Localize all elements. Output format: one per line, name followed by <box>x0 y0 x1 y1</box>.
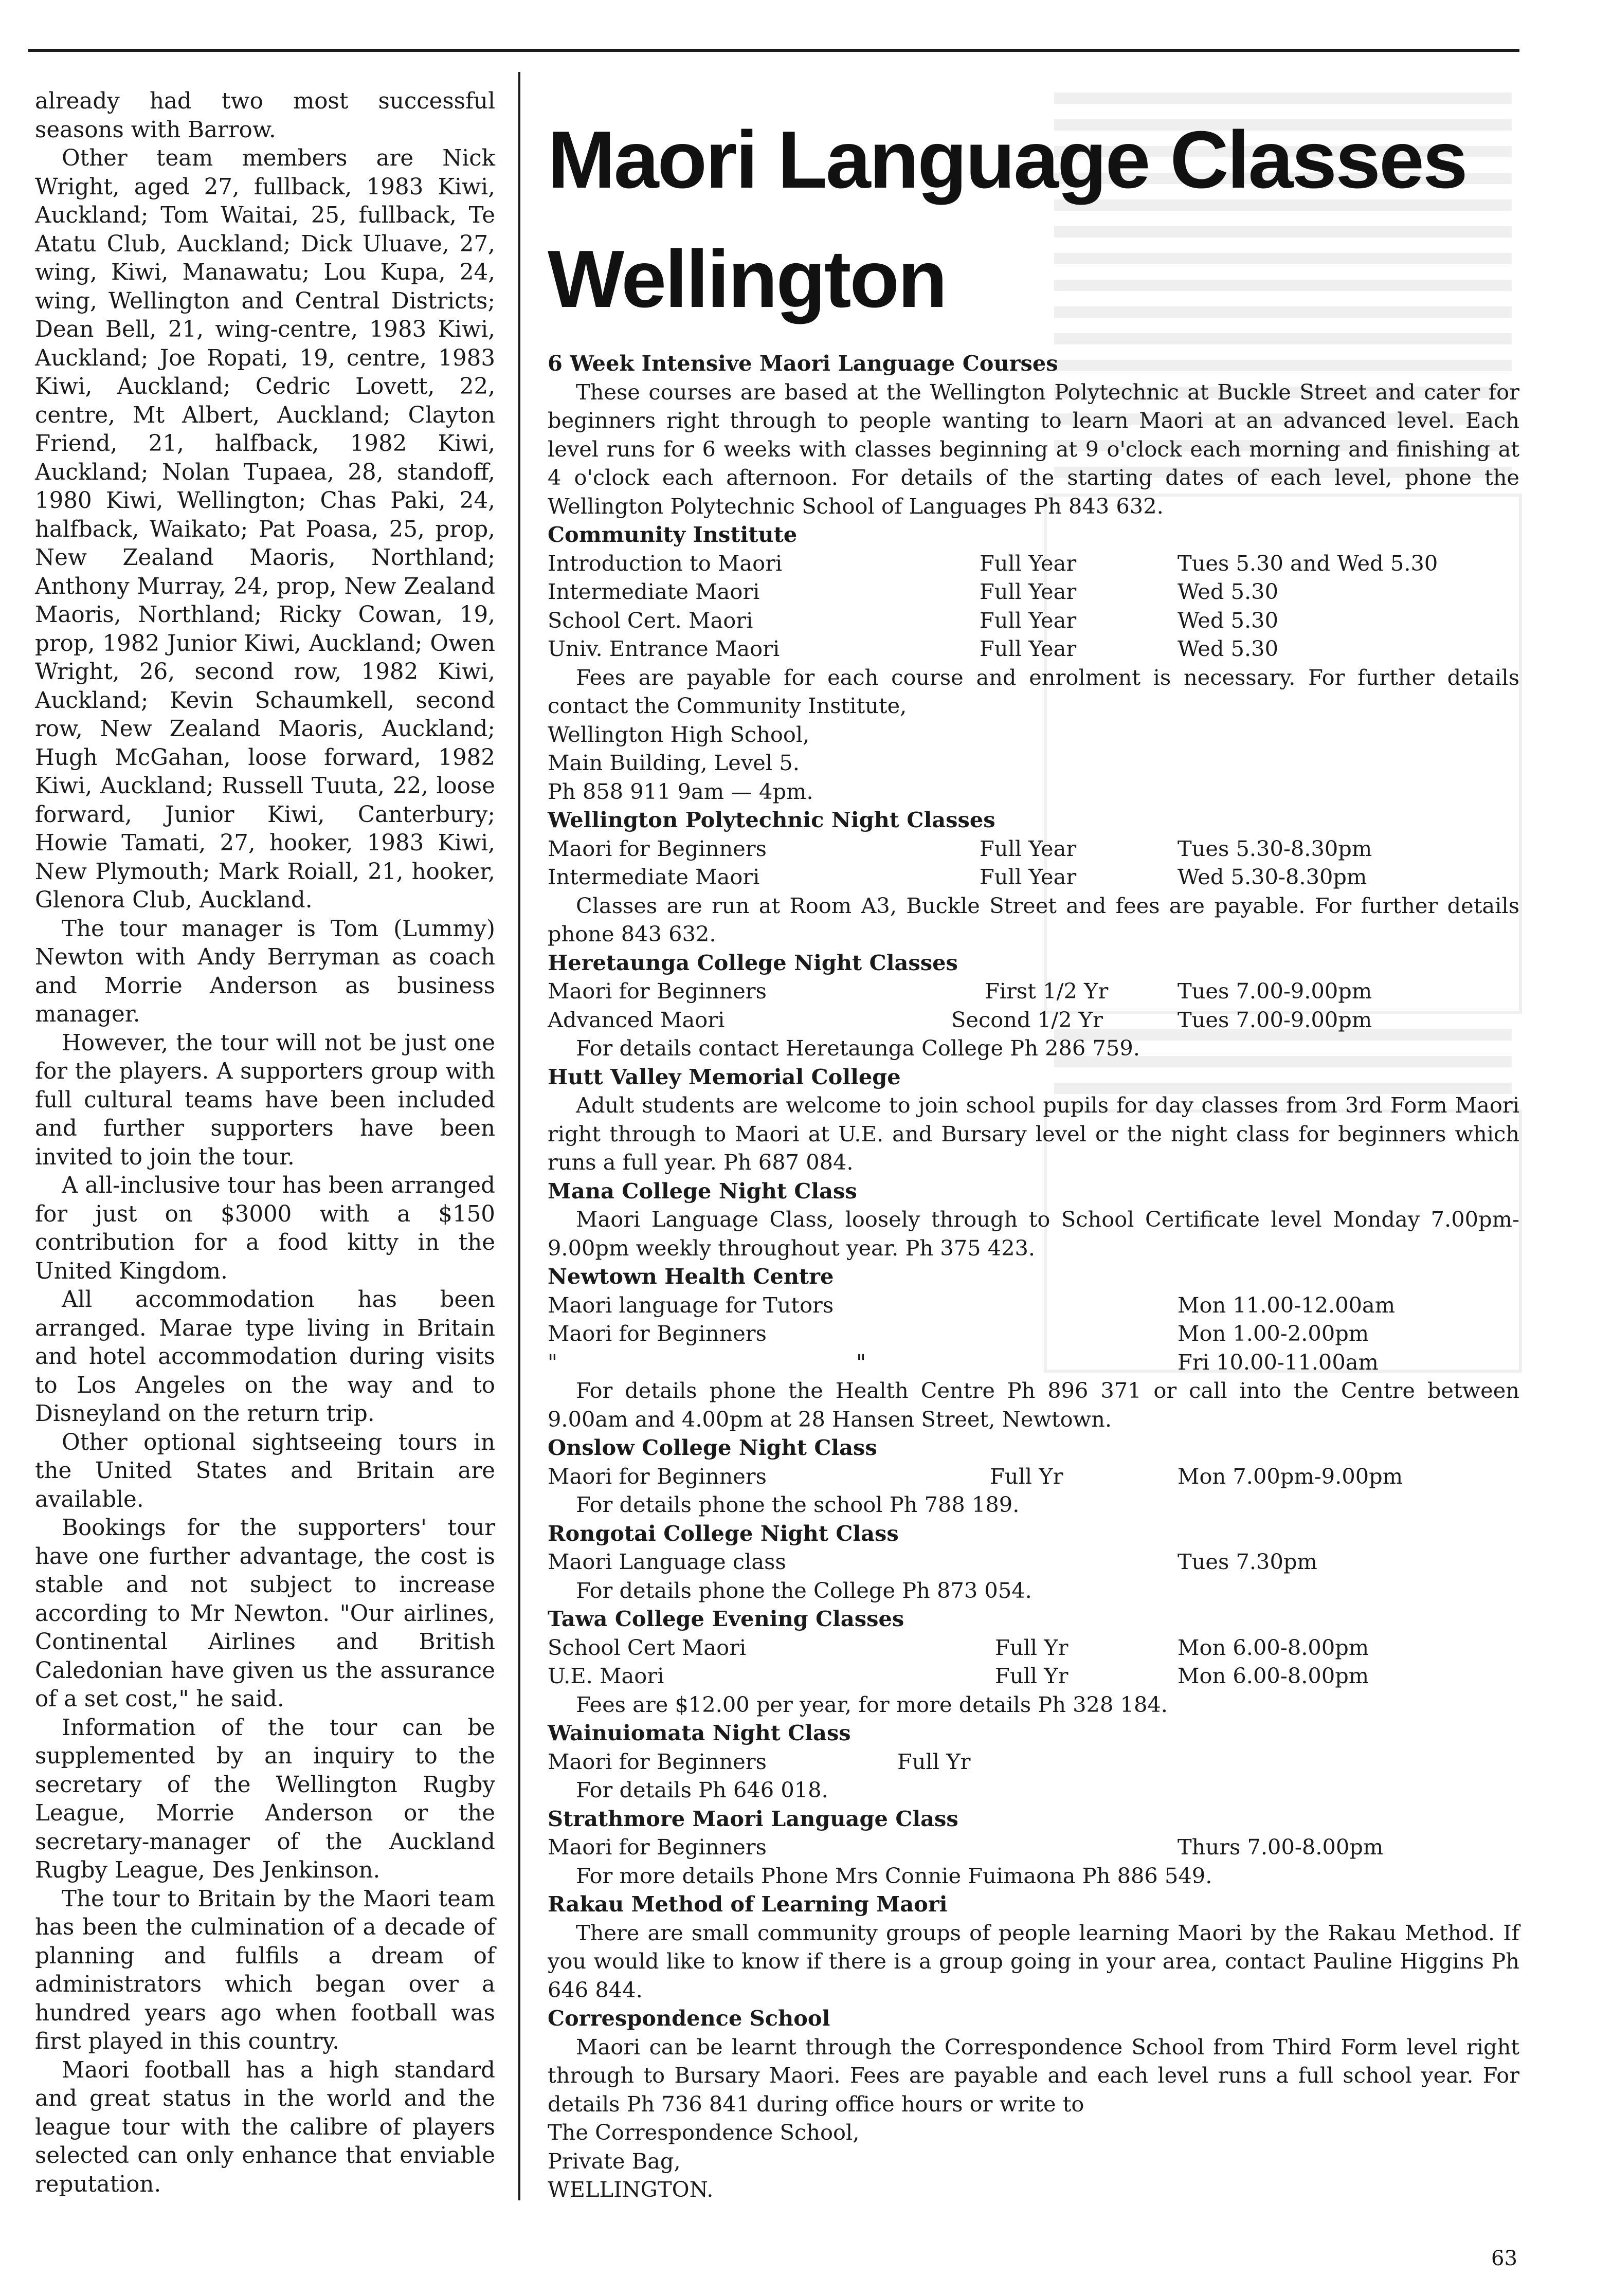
page-number: 63 <box>1491 2247 1517 2270</box>
course-row <box>548 606 1519 635</box>
address-line: Wellington High School, <box>548 721 810 747</box>
paragraph: However, the tour will not be just one for the players. A supporters group with full cultural teams have been included and further supporters have been invited to join the tour. <box>35 1030 495 1170</box>
paragraph: Other optional sightseeing tours in the United States and Britain are available. <box>35 1429 495 1513</box>
course-name: Maori for Beginners <box>548 1748 767 1774</box>
section-text: Maori Language Class, loosely through to School Certificate level Monday 7.00pm-9.00pm weekly throughout year. Ph 375 423. <box>548 1207 1519 1261</box>
course-name: Maori Language class <box>548 1549 786 1574</box>
course-duration: Full Year <box>980 636 1077 661</box>
course-name: Maori for Beginners <box>548 978 767 1004</box>
course-name: Maori for Beginners <box>548 1834 767 1860</box>
paragraph: Bookings for the supporters' tour have one further advantage, the cost is stable and not subject to increase according to Mr Newton. "Our airlines, Continental Airlines and British Caledonian have given us the assurance of a set cost," he said. <box>35 1515 495 1712</box>
course-time: Wed 5.30-8.30pm <box>1178 864 1367 889</box>
course-row <box>548 1547 1519 1576</box>
course-row <box>548 1633 1519 1662</box>
paragraph: Other team members are Nick Wright, aged 27, fullback, 1983 Kiwi, Auckland; Tom Waitai, 25, fullback, Te Atatu Club, Auckland; Dick Uluave, 27, wing, Kiwi, Manawatu; Lou Kupa, 24, wing, Wellington and Central Districts; Dean Bell, 21, wing-centre, 1983 Kiwi, Auckland; Joe Ropati, 19, centre, 1983 Kiwi, Auckland; Cedric Lovett, 22, centre, Mt Albert, Auckland; Clayton Friend, 21, halfback, 1982 Kiwi, Auckland; Nolan Tupaea, 28, standoff, 1980 Kiwi, Wellington; Chas Paki, 24, halfback, Waikato; Pat Poasa, 25, prop, New Zealand Maoris, Northland; Anthony Murray, 24, prop, New Zealand Maoris, Northland; Ricky Cowan, 19, prop, 1982 Junior Kiwi, Auckland; Owen Wright, 26, second row, 1982 Kiwi, Auckland; Kevin Schaumkell, second row, New Zealand Maoris, Auckland; Hugh McGahan, loose forward, 1982 Kiwi, Auckland; Russell Tuuta, 22, loose forward, Junior Kiwi, Canterbury; Howie Tamati, 27, hooker, 1983 Kiwi, New Plymouth; Mark Roiall, 21, hooker, Glenora Club, Auckland. <box>35 145 495 913</box>
course-time: Tues 5.30 and Wed 5.30 <box>1178 550 1438 576</box>
section-heading: Community Institute <box>548 522 798 547</box>
section-heading: Wainuiomata Night Class <box>548 1720 851 1745</box>
top-rule <box>28 49 1519 52</box>
course-time: Wed 5.30 <box>1178 579 1278 604</box>
course-name: Maori for Beginners <box>548 1463 767 1489</box>
section-note: For more details Phone Mrs Connie Fuimaona Ph 886 549. <box>576 1863 1212 1888</box>
section-text: Adult students are welcome to join school pupils for day classes from 3rd Form Maori right through to Maori at U.E. and Bursary level or the night class for beginners which runs a full year. Ph 687 084. <box>548 1092 1519 1175</box>
course-row <box>548 1462 1519 1491</box>
course-row <box>548 549 1519 578</box>
course-name: Intermediate Maori <box>548 864 760 889</box>
course-time: Wed 5.30 <box>1178 607 1278 633</box>
phone-line: Ph 858 911 9am — 4pm. <box>548 778 813 804</box>
section-text: These courses are based at the Wellington Polytechnic at Buckle Street and cater for beginners right through to people wanting to learn Maori at an advanced level. Each level runs for 6 weeks with classes beginning at 9 o'clock each morning and finishing at 4 o'clock each afternoon. For details of the starting dates of each level, phone the Wellington Polytechnic School of Languages Ph 843 632. <box>548 379 1519 519</box>
paragraph: Maori football has a high standard and great status in the world and the league tour with the calibre of players selected can only enhance that enviable reputation. <box>35 2057 495 2197</box>
address-line: WELLINGTON. <box>548 2177 714 2202</box>
course-name: Intermediate Maori <box>548 579 760 604</box>
course-name: School Cert. Maori <box>548 607 753 633</box>
course-name: School Cert Maori <box>548 1634 747 1660</box>
column-divider <box>518 72 520 2200</box>
section-heading: Correspondence School <box>548 2006 830 2031</box>
course-duration: Full Year <box>980 550 1077 576</box>
address-line: Main Building, Level 5. <box>548 750 800 775</box>
course-row <box>548 977 1519 1006</box>
course-row <box>548 1833 1519 1862</box>
course-time: Mon 6.00-8.00pm <box>1178 1634 1369 1660</box>
course-time: Thurs 7.00-8.00pm <box>1178 1834 1384 1860</box>
paragraph: A all-inclusive tour has been arranged for just on $3000 with a $150 contribution for a food kitty in the United Kingdom. <box>35 1173 495 1284</box>
section-note: For details phone the College Ph 873 054. <box>576 1577 1032 1603</box>
course-time: Tues 7.00-9.00pm <box>1178 978 1372 1004</box>
course-name: Univ. Entrance Maori <box>548 636 780 661</box>
course-name: U.E. Maori <box>548 1663 664 1688</box>
paragraph: Information of the tour can be supplemented by an inquiry to the secretary of the Wellington Rugby League, Morrie Anderson or the secretary-manager of the Auckland Rugby League, Des Jenkinson. <box>35 1715 495 1883</box>
course-name: Introduction to Maori <box>548 550 783 576</box>
section-note: Fees are $12.00 per year, for more details Ph 328 184. <box>576 1691 1168 1717</box>
course-name: Maori language for Tutors <box>548 1292 834 1318</box>
course-time: Mon 1.00-2.00pm <box>1178 1321 1369 1346</box>
ditto-mark: " <box>856 1349 866 1375</box>
course-time: Mon 7.00pm-9.00pm <box>1178 1463 1403 1489</box>
title-line-2: Wellington <box>548 234 946 324</box>
course-time: Tues 7.30pm <box>1178 1549 1317 1574</box>
course-name: Maori for Beginners <box>548 1321 767 1346</box>
section-heading: Rakau Method of Learning Maori <box>548 1891 948 1917</box>
course-duration: Full Year <box>980 864 1077 889</box>
course-name: Advanced Maori <box>548 1007 725 1032</box>
section-heading: 6 Week Intensive Maori Language Courses <box>548 351 1058 376</box>
address-line: Private Bag, <box>548 2148 681 2174</box>
course-row <box>548 1747 1519 1776</box>
course-name: Maori for Beginners <box>548 835 767 861</box>
section-heading: Rongotai College Night Class <box>548 1520 899 1546</box>
ditto-mark: " <box>548 1349 558 1375</box>
course-row <box>548 634 1519 663</box>
section-note: Classes are run at Room A3, Buckle Street and fees are payable. For further details phone 843 632. <box>548 892 1519 946</box>
course-row <box>548 577 1519 606</box>
section-note: For details phone the school Ph 788 189. <box>576 1492 1020 1517</box>
section-heading: Wellington Polytechnic Night Classes <box>548 807 995 832</box>
course-time: Fri 10.00-11.00am <box>1178 1349 1379 1375</box>
section-heading: Mana College Night Class <box>548 1178 857 1204</box>
section-heading: Hutt Valley Memorial College <box>548 1064 901 1089</box>
section-heading: Heretaunga College Night Classes <box>548 950 958 975</box>
title-line-1: Maori Language Classes <box>548 115 1466 205</box>
article-title <box>548 100 1519 339</box>
section-heading: Tawa College Evening Classes <box>548 1606 904 1631</box>
course-row <box>548 1348 1519 1377</box>
section-note: Fees are payable for each course and enrolment is necessary. For further details contact the Community Institute, <box>548 664 1519 718</box>
paragraph: All accommodation has been arranged. Marae type living in Britain and hotel accommodation during visits to Los Angeles on the way and to Disneyland on the return trip. <box>35 1287 495 1427</box>
course-row <box>548 834 1519 863</box>
course-time: Wed 5.30 <box>1178 636 1278 661</box>
maori-classes-article <box>548 100 1519 2204</box>
course-row <box>548 863 1519 891</box>
course-time: Mon 6.00-8.00pm <box>1178 1663 1369 1688</box>
section-heading: Onslow College Night Class <box>548 1435 877 1460</box>
article-body <box>548 349 1519 2204</box>
course-duration: First 1/2 Yr <box>985 978 1109 1004</box>
course-duration: Full Year <box>980 607 1077 633</box>
section-text: Maori can be learnt through the Correspondence School from Third Form level right through to Bursary Maori. Fees are payable and each level runs a full school year. For details Ph 736 841 during office hours or write to <box>548 2034 1519 2117</box>
course-time: Tues 7.00-9.00pm <box>1178 1007 1372 1032</box>
course-duration: Full Year <box>980 835 1077 861</box>
section-heading: Newtown Health Centre <box>548 1264 834 1289</box>
section-heading: Strathmore Maori Language Class <box>548 1806 958 1831</box>
address-line: The Correspondence School, <box>548 2120 860 2145</box>
course-row <box>548 1662 1519 1690</box>
paragraph: The tour manager is Tom (Lummy) Newton with Andy Berryman as coach and Morrie Anderson as business manager. <box>35 916 495 1027</box>
course-time: Tues 5.30-8.30pm <box>1178 835 1372 861</box>
course-duration: Full Yr <box>995 1634 1068 1660</box>
paragraph: already had two most successful seasons with Barrow. <box>35 88 495 143</box>
section-note: For details Ph 646 018. <box>576 1777 828 1802</box>
course-duration: Full Yr <box>897 1748 971 1774</box>
section-text: There are small community groups of people learning Maori by the Rakau Method. If you would like to know if there is a group going in your area, contact Pauline Higgins Ph 646 844. <box>548 1920 1519 2002</box>
course-duration: Full Year <box>980 579 1077 604</box>
paragraph: The tour to Britain by the Maori team has been the culmination of a decade of planning and fulfils a dream of administrators which began over a hundred years ago when football was first played in this country. <box>35 1886 495 2054</box>
course-duration: Second 1/2 Yr <box>951 1007 1103 1032</box>
course-duration: Full Yr <box>995 1663 1068 1688</box>
course-time: Mon 11.00-12.00am <box>1178 1292 1396 1318</box>
left-column-article <box>35 87 495 2199</box>
course-row <box>548 1319 1519 1348</box>
section-note: For details phone the Health Centre Ph 896 371 or call into the Centre between 9.00am and 4.00pm at 28 Hansen Street, Newtown. <box>548 1378 1519 1432</box>
course-row <box>548 1006 1519 1034</box>
section-note: For details contact Heretaunga College Ph 286 759. <box>576 1035 1140 1061</box>
course-row <box>548 1291 1519 1320</box>
course-duration: Full Yr <box>990 1463 1063 1489</box>
